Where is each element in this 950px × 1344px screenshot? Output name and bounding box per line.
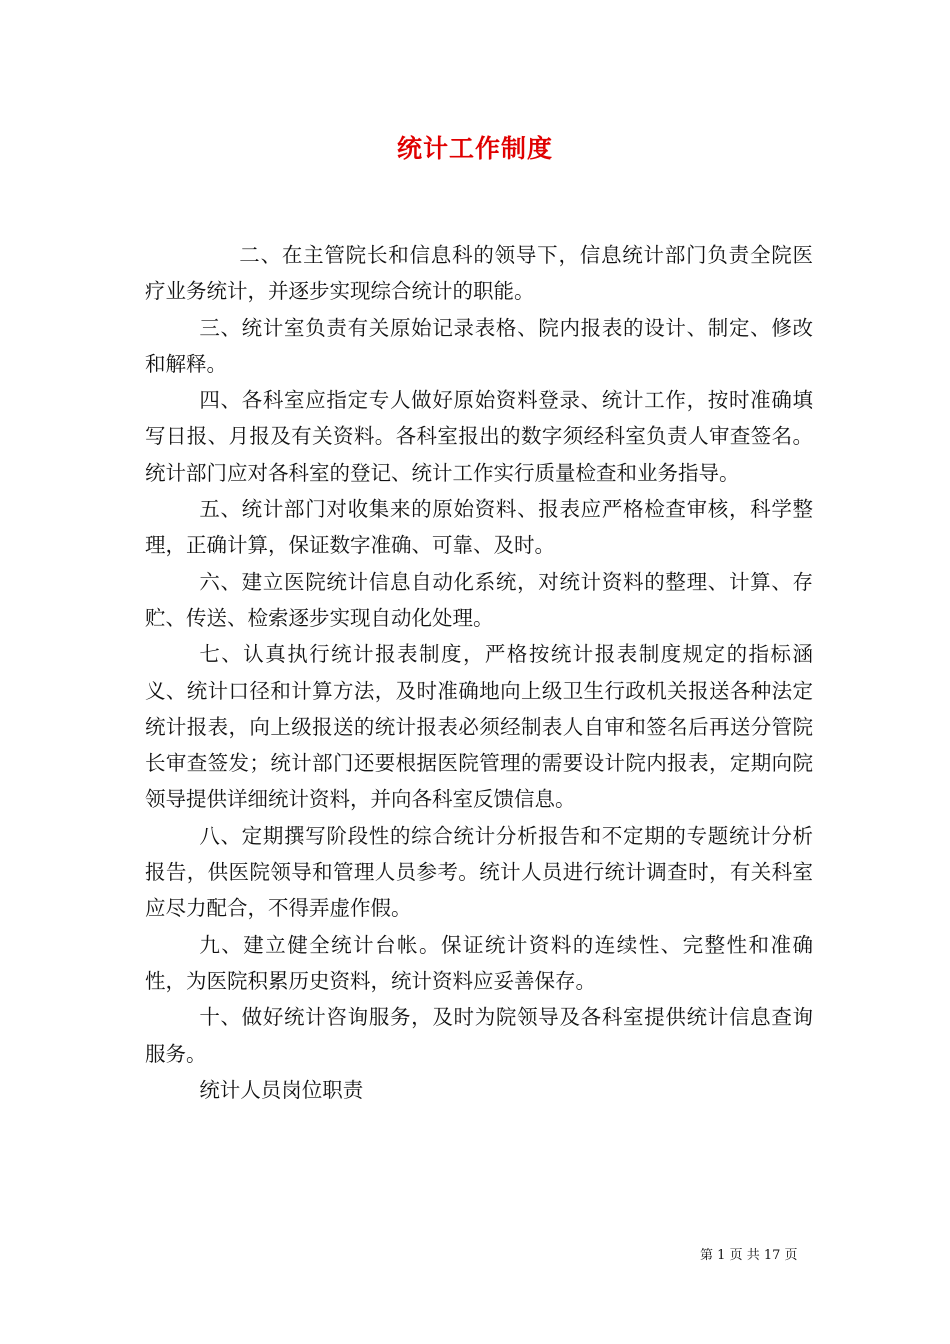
paragraph-8: 八、定期撰写阶段性的综合统计分析报告和不定期的专题统计分析报告，供医院领导和管理人员参考。统计人员进行统计调查时，有关科室应尽力配合，不得弄虚作假。 bbox=[145, 823, 813, 921]
footer-middle: 页 共 bbox=[729, 1248, 760, 1263]
paragraph-4: 四、各科室应指定专人做好原始资料登录、统计工作，按时准确填写日报、月报及有关资料。各科室报出的数字须经科室负责人审查签名。统计部门应对各科室的登记、统计工作实行质量检查和业务指导。 bbox=[145, 388, 813, 485]
paragraph-5: 五、统计部门对收集来的原始资料、报表应严格检查审核，科学整理，正确计算，保证数字准确、可靠、及时。 bbox=[145, 497, 813, 558]
section-heading: 统计人员岗位职责 bbox=[199, 1077, 364, 1102]
footer-total-pages: 17 bbox=[763, 1248, 781, 1263]
paragraph-9: 九、建立健全统计台帐。保证统计资料的连续性、完整性和准确性，为医院积累历史资料，统计资料应妥善保存。 bbox=[145, 932, 813, 993]
paragraph-7: 七、认真执行统计报表制度，严格按统计报表制度规定的指标涵义、统计口径和计算方法，及时准确地向上级卫生行政机关报送各种法定统计报表，向上级报送的统计报表必须经制表人自审和签名后再送分管院长审查签发；统计部门还要根据医院管理的需要设计院内报表，定期向院领导提供详细统计资料，并向各科室反馈信息。 bbox=[145, 642, 813, 812]
footer-suffix: 页 bbox=[784, 1248, 798, 1263]
footer-page-number: 1 bbox=[717, 1248, 726, 1263]
paragraph-3: 三、统计室负责有关原始记录表格、院内报表的设计、制定、修改和解释。 bbox=[145, 315, 813, 376]
document-title: 统计工作制度 bbox=[396, 134, 553, 163]
page-number-footer bbox=[700, 1247, 850, 1265]
paragraph-6: 六、建立医院统计信息自动化系统，对统计资料的整理、计算、存贮、传送、检索逐步实现自动化处理。 bbox=[145, 569, 813, 630]
footer-prefix: 第 bbox=[700, 1248, 714, 1263]
paragraph-10: 十、做好统计咨询服务，及时为院领导及各科室提供统计信息查询服务。 bbox=[145, 1005, 813, 1066]
document-body bbox=[145, 237, 813, 1108]
paragraph-2: 二、在主管院长和信息科的领导下，信息统计部门负责全院医疗业务统计，并逐步实现综合统计的职能。 bbox=[145, 243, 813, 304]
